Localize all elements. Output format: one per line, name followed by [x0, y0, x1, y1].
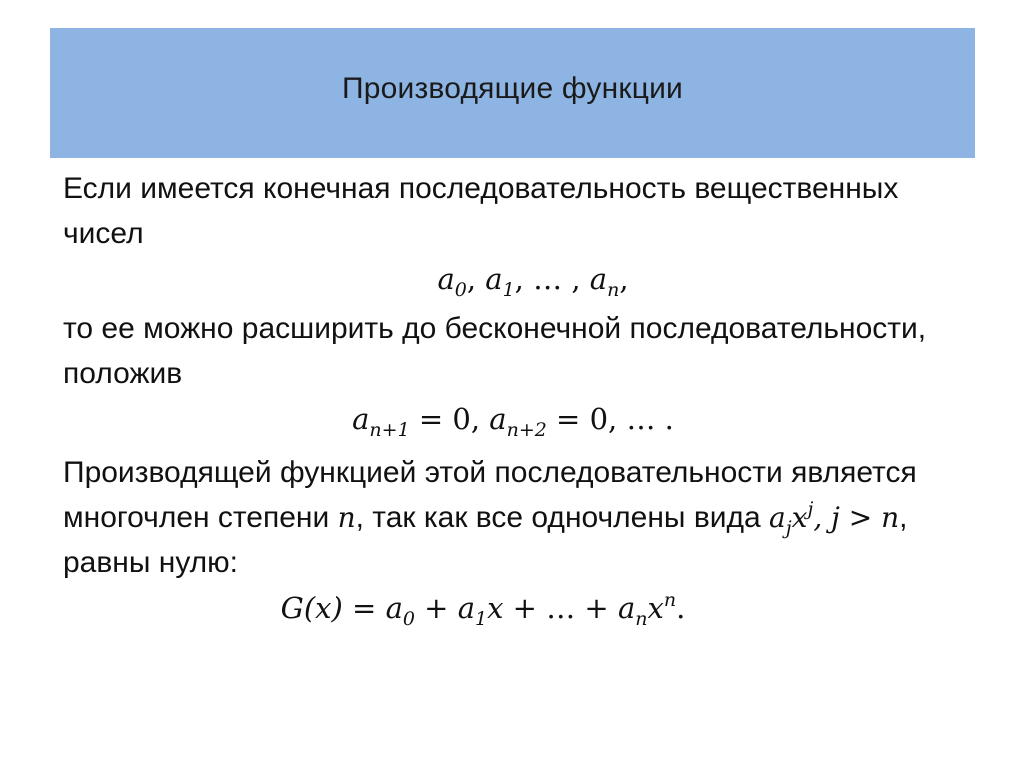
symbol-a: a	[437, 262, 455, 296]
superscript-j: j	[807, 498, 814, 520]
symbol-x: x	[791, 501, 808, 534]
equals-zero: = 0,	[409, 402, 490, 436]
subscript-n-plus-2: n+2	[506, 419, 547, 441]
formula-zero-terms	[63, 396, 963, 442]
symbol-a: a	[352, 402, 370, 436]
subscript-n: n	[607, 279, 620, 301]
text-part: , равны нулю:	[63, 501, 908, 579]
symbol-n: n	[337, 501, 356, 534]
symbol-a: a	[617, 591, 636, 625]
equals-zero-ellipsis: = 0, … .	[546, 402, 674, 436]
text-part: , так как все одночлены вида	[355, 501, 770, 534]
slide-body	[63, 166, 963, 631]
symbol-a: a	[589, 262, 608, 296]
subscript-1: 1	[475, 608, 488, 630]
subscript-0: 0	[454, 279, 467, 301]
paragraph-generating-function	[63, 450, 963, 585]
condition-j-gt-n: , j > n	[813, 501, 900, 534]
comma: ,	[466, 262, 477, 296]
plus-ellipsis-plus: + … +	[503, 591, 618, 625]
paragraph-finite-sequence: Если имеется конечная последовательность вещественных чисел	[63, 172, 899, 250]
subscript-1: 1	[502, 279, 515, 301]
symbol-a: a	[489, 402, 507, 436]
subscript-n-plus-1: n+1	[369, 419, 410, 441]
plus: +	[414, 591, 458, 625]
ellipsis: , … ,	[514, 262, 590, 296]
comma: ,	[619, 262, 629, 296]
symbol-a: a	[385, 591, 403, 625]
subscript-j: j	[785, 517, 792, 539]
title-banner	[50, 28, 975, 158]
symbol-x: x	[487, 591, 504, 625]
lhs-G-of-x: G(x) =	[280, 591, 386, 625]
subscript-n: n	[635, 608, 648, 630]
period: .	[676, 591, 686, 625]
slide-title: Производящие функции	[341, 72, 684, 105]
paragraph-extend-sequence: то ее можно расширить до бесконечной последовательности, положив	[63, 312, 927, 390]
formula-sequence	[83, 256, 983, 302]
text-part: Производящей функцией этой последовательности является многочлен степени	[63, 456, 917, 534]
symbol-x: x	[647, 591, 664, 625]
superscript-n: n	[663, 589, 677, 611]
symbol-a: a	[769, 501, 786, 534]
subscript-0: 0	[402, 608, 415, 630]
symbol-a: a	[457, 591, 475, 625]
formula-polynomial	[33, 585, 933, 631]
symbol-a: a	[485, 262, 503, 296]
